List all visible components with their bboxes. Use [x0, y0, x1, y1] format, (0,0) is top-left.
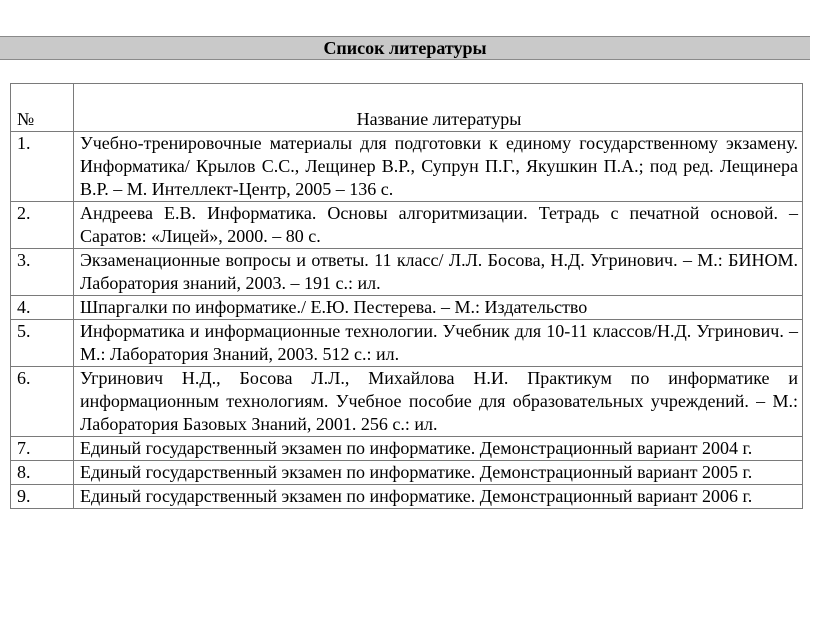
table-row — [11, 485, 803, 509]
literature-entry: Андреева Е.В. Информатика. Основы алгоритмизации. Тетрадь с печатной основой. – Саратов: «Лицей», 2000. – 80 с. — [74, 202, 803, 249]
row-number: 6. — [11, 367, 74, 437]
row-number: 3. — [11, 249, 74, 296]
row-number: 1. — [11, 132, 74, 202]
literature-entry: Шпаргалки по информатике./ Е.Ю. Пестерева. – М.: Издательство — [74, 296, 803, 320]
section-title-bar — [0, 36, 810, 60]
literature-entry: Угринович Н.Д., Босова Л.Л., Михайлова Н.И. Практикум по информатике и информационным технологиям. Учебное пособие для образовательных учреждений. – М.: Лаборатория Базовых Знаний, 2001. 256 с.: ил. — [74, 367, 803, 437]
row-number: 5. — [11, 320, 74, 367]
literature-entry: Учебно-тренировочные материалы для подготовки к единому государственному экзамену. Информатика/ Крылов С.С., Лещинер В.Р., Супрун П.Г., Якушкин П.А.; под ред. Лещинера В.Р. – М. Интеллект-Центр, 2005 – 136 с. — [74, 132, 803, 202]
row-number: 4. — [11, 296, 74, 320]
table-row — [11, 320, 803, 367]
row-number: 9. — [11, 485, 74, 509]
page-title: Список литературы — [323, 38, 487, 58]
row-number: 7. — [11, 437, 74, 461]
row-number: 8. — [11, 461, 74, 485]
table-row — [11, 461, 803, 485]
table-header-row — [11, 84, 803, 132]
literature-entry: Единый государственный экзамен по информатике. Демонстрационный вариант 2004 г. — [74, 437, 803, 461]
table-row — [11, 367, 803, 437]
table-row — [11, 249, 803, 296]
column-header-number: № — [11, 84, 74, 132]
row-number: 2. — [11, 202, 74, 249]
literature-entry: Информатика и информационные технологии. Учебник для 10-11 классов/Н.Д. Угринович. – М.: Лаборатория Знаний, 2003. 512 с.: ил. — [74, 320, 803, 367]
column-header-title: Название литературы — [74, 84, 803, 132]
literature-entry: Экзаменационные вопросы и ответы. 11 класс/ Л.Л. Босова, Н.Д. Угринович. – М.: БИНОМ. Лаборатория знаний, 2003. – 191 с.: ил. — [74, 249, 803, 296]
table-row — [11, 296, 803, 320]
literature-table — [10, 83, 803, 509]
literature-entry: Единый государственный экзамен по информатике. Демонстрационный вариант 2005 г. — [74, 461, 803, 485]
table-row — [11, 202, 803, 249]
literature-entry: Единый государственный экзамен по информатике. Демонстрационный вариант 2006 г. — [74, 485, 803, 509]
table-row — [11, 437, 803, 461]
table-row — [11, 132, 803, 202]
